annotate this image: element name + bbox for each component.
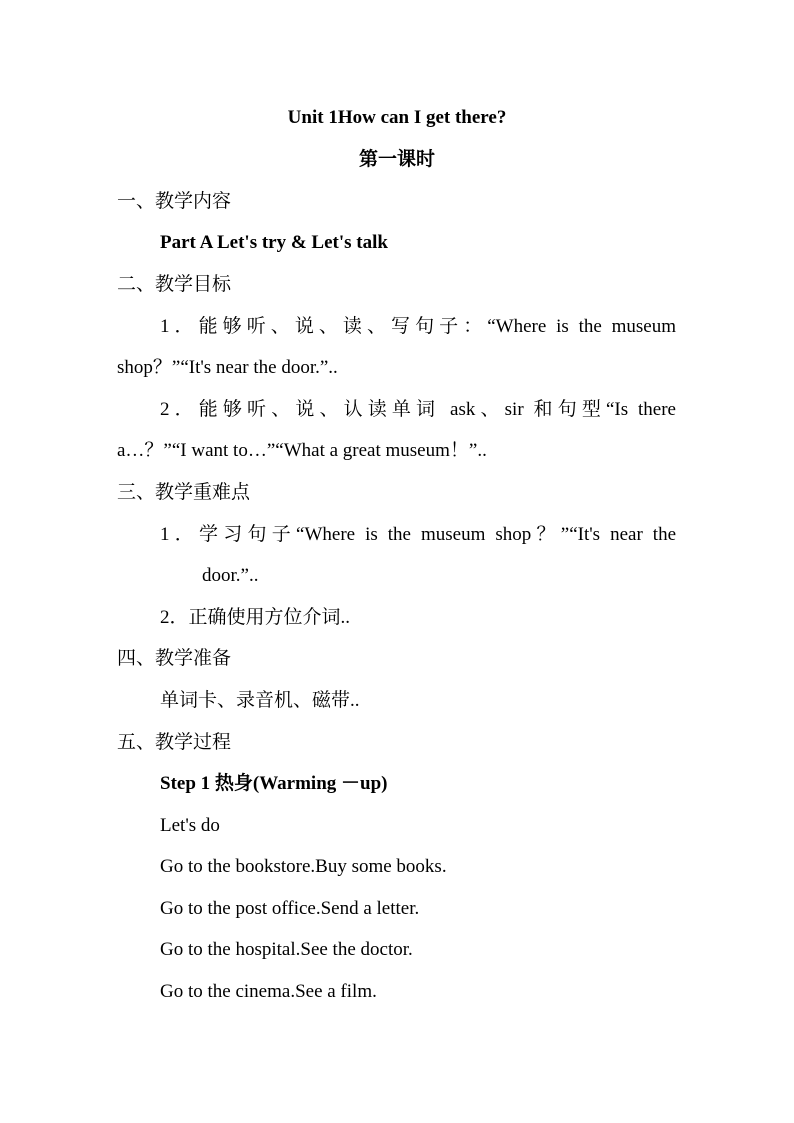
objective-item-2-line-2: a…？”“I want to…”“What a great museum！”.. [117,440,487,461]
document-title: Unit 1How can I get there? [287,107,507,128]
activity-line: Go to the cinema.See a film. [160,981,377,1002]
objective-item-1-line-2: shop？”“It's near the door.”.. [117,357,338,378]
content-text: Part A Let's try & Let's talk [160,232,388,253]
key-point-item-2: 2．正确使用方位介词.. [160,607,351,628]
objective-item-1-line-1: 1．能够听、说、读、写句子：“Where is the museum [160,316,676,337]
activity-line: Go to the post office.Send a letter. [160,898,420,919]
key-point-item-1-line-2: door.”.. [202,565,259,586]
step-1-heading: Step 1 热身(Warming －up) [160,773,388,794]
section-heading-process: 五、教学过程 [117,732,232,753]
objective-item-2-line-1: 2．能够听、说、认读单词 ask、sir 和句型“Is there [160,399,676,420]
activity-line: Go to the bookstore.Buy some books. [160,856,447,877]
key-point-item-1-line-1: 1．学习句子“Where is the museum shop？”“It's near the [160,524,676,545]
section-heading-content: 一、教学内容 [117,191,232,212]
activity-line: Go to the hospital.See the doctor. [160,939,413,960]
section-heading-key-points: 三、教学重难点 [117,482,251,503]
document-subtitle: 第一课时 [358,149,435,170]
section-heading-preparation: 四、教学准备 [117,648,232,669]
preparation-text: 单词卡、录音机、磁带.. [160,690,360,711]
section-heading-objectives: 二、教学目标 [117,274,232,295]
lets-do-label: Let's do [160,815,220,836]
